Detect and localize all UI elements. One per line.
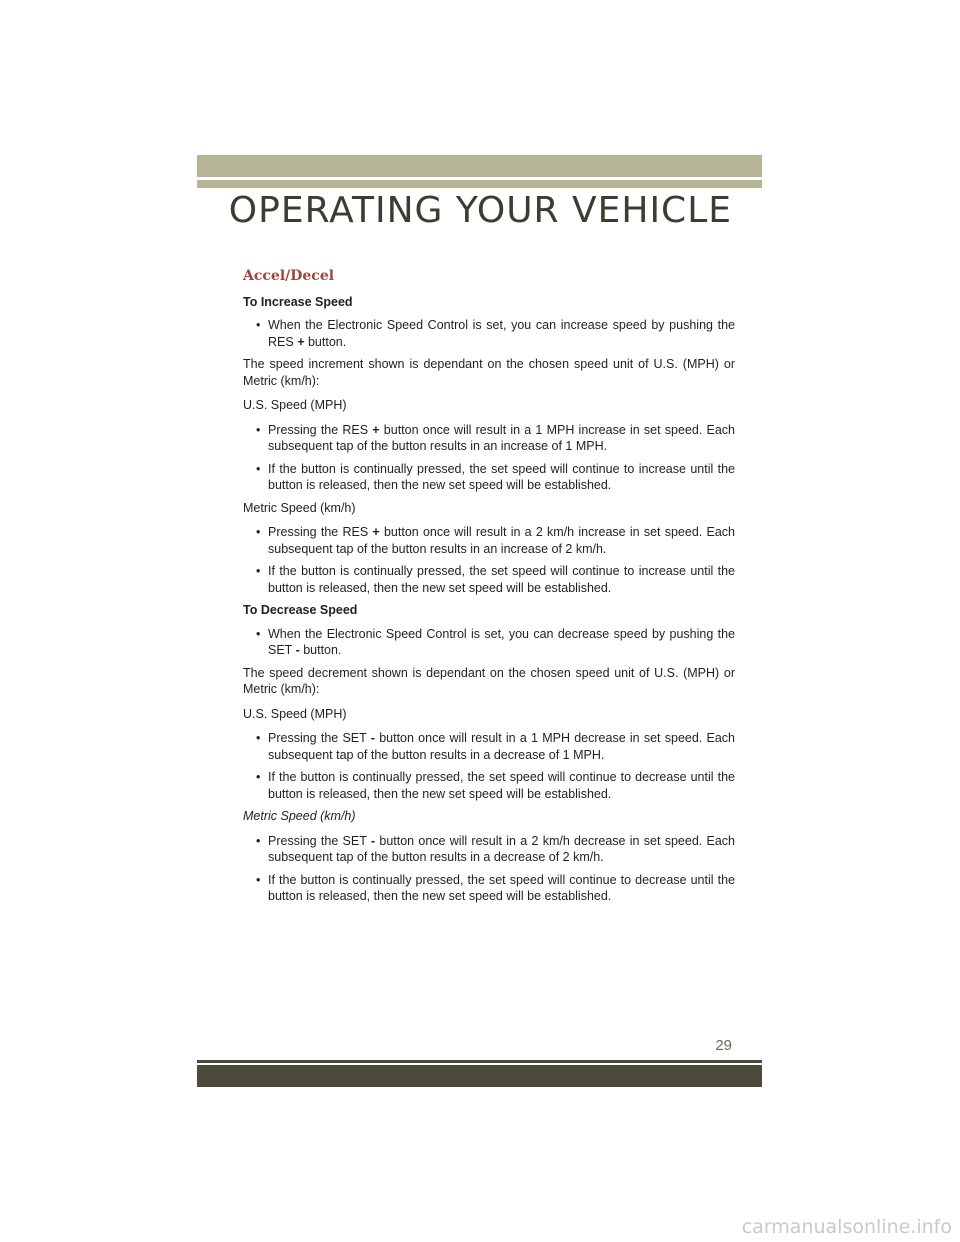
list-item: • When the Electronic Speed Control is set, you can decrease speed by pushing the SET - button. bbox=[256, 626, 735, 657]
page-body bbox=[243, 268, 735, 911]
list-item: • If the button is continually pressed, the set speed will continue to increase until the button is released, then the new set speed will be established. bbox=[256, 564, 735, 595]
list-item: • Pressing the SET - button once will result in a 2 km/h decrease in set speed. Each subsequent tap of the button results in a decrease of 2 km/h. bbox=[256, 833, 736, 864]
bullet-dot: • bbox=[256, 525, 261, 539]
metric-speed-label: Metric Speed (km/h) bbox=[243, 500, 356, 515]
list-item: • Pressing the SET - button once will result in a 1 MPH decrease in set speed. Each subsequent tap of the button results in a decrease of 1 MPH. bbox=[256, 731, 735, 762]
us-speed-label: U.S. Speed (MPH) bbox=[243, 398, 347, 412]
list-item: • If the button is continually pressed, the set speed will continue to increase until the button is released, then the new set speed will be established. bbox=[256, 461, 735, 492]
page-number: 29 bbox=[715, 1037, 732, 1054]
us-speed-label: U.S. Speed (MPH) bbox=[243, 706, 347, 721]
bullet-dot: • bbox=[256, 318, 261, 332]
bullet-dot: • bbox=[256, 461, 261, 476]
increment-note: The speed increment shown is dependant on the chosen speed unit of U.S. (MPH) or Metric (km/h): bbox=[243, 357, 735, 388]
list-item: • Pressing the RES + button once will result in a 2 km/h increase in set speed. Each subsequent tap of the button results in an increase of 2 km/h. bbox=[256, 525, 735, 556]
metric-speed-label: Metric Speed (km/h) bbox=[243, 809, 356, 823]
watermark: carmanualsonline.info bbox=[741, 1216, 952, 1238]
bullet-dot: • bbox=[256, 564, 261, 578]
increase-subheading: To Increase Speed bbox=[243, 294, 353, 309]
section-heading: Accel/Decel bbox=[243, 268, 335, 284]
header-band bbox=[197, 155, 762, 177]
decrease-subheading: To Decrease Speed bbox=[243, 603, 358, 617]
header-rule bbox=[197, 180, 762, 188]
list-item: • If the button is continually pressed, the set speed will continue to decrease until the button is released, then the new set speed will be established. bbox=[256, 770, 735, 801]
bullet-dot: • bbox=[256, 626, 261, 641]
list-item: • When the Electronic Speed Control is set, you can increase speed by pushing the RES + button. bbox=[256, 318, 735, 349]
list-item: • If the button is continually pressed, the set speed will continue to decrease until the button is released, then the new set speed will be established. bbox=[256, 872, 735, 903]
bullet-dot: • bbox=[256, 833, 261, 848]
bullet-dot: • bbox=[256, 872, 261, 887]
footer-rule bbox=[197, 1060, 762, 1063]
decrement-note: The speed decrement shown is dependant on the chosen speed unit of U.S. (MPH) or Metric (km/h): bbox=[243, 665, 735, 696]
list-item: • Pressing the RES + button once will result in a 1 MPH increase in set speed. Each subsequent tap of the button results in an increase of 1 MPH. bbox=[256, 422, 735, 453]
chapter-title: OPERATING YOUR VEHICLE bbox=[228, 190, 732, 231]
bullet-dot: • bbox=[256, 731, 261, 745]
bullet-dot: • bbox=[256, 422, 261, 437]
bullet-dot: • bbox=[256, 770, 261, 784]
footer-band bbox=[197, 1065, 762, 1087]
